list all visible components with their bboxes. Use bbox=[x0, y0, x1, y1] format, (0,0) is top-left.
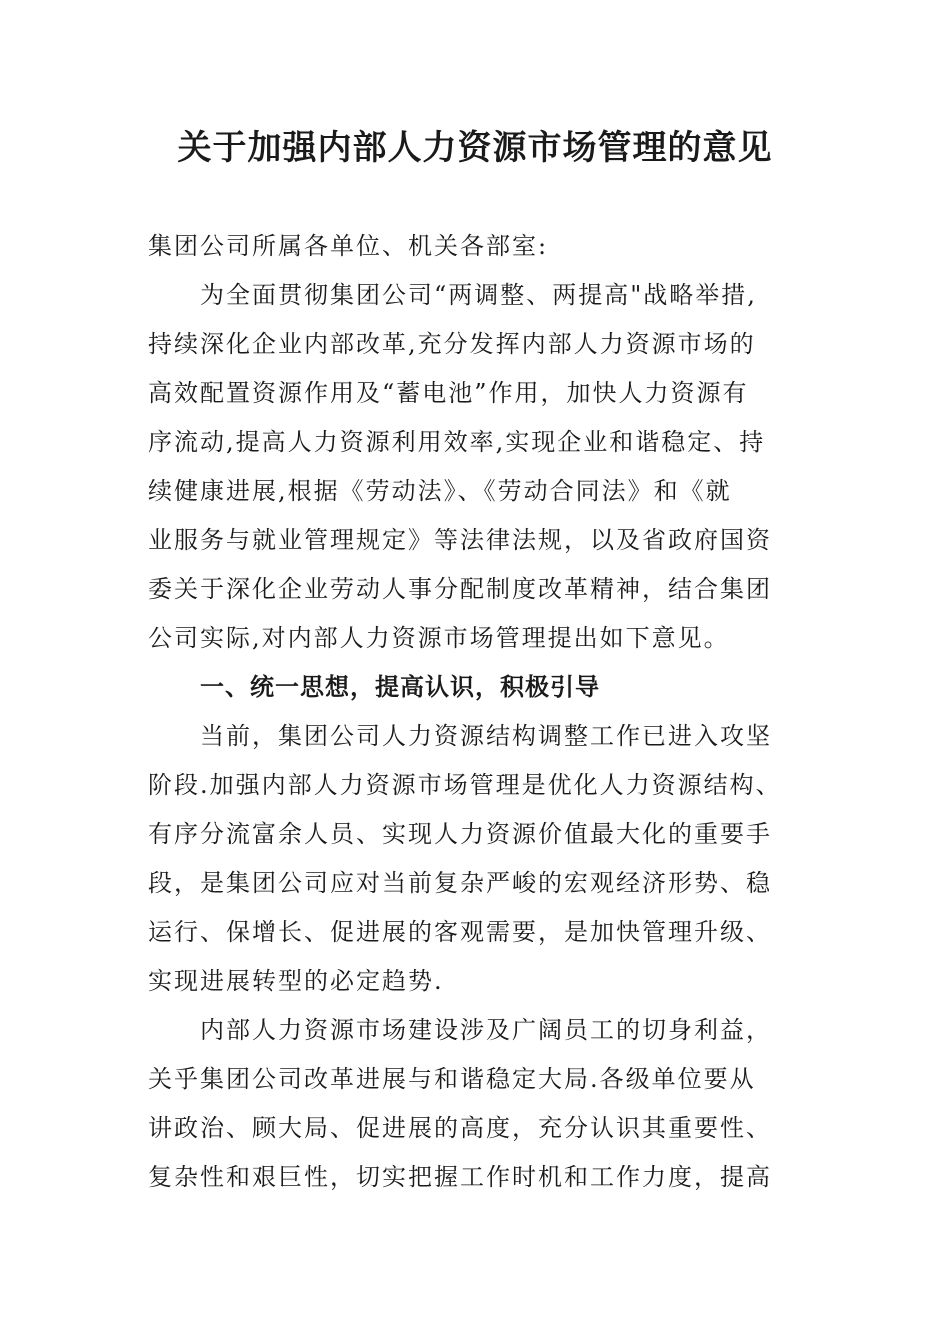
salutation: 集团公司所属各单位、机关各部室: bbox=[148, 232, 549, 260]
paragraph-line: 委关于深化企业劳动人事分配制度改革精神，结合集团 bbox=[148, 575, 772, 603]
paragraph-line: 公司实际,对内部人力资源市场管理提出如下意见。 bbox=[148, 624, 730, 652]
paragraph-line: 阶段.加强内部人力资源市场管理是优化人力资源结构、 bbox=[148, 771, 782, 799]
paragraph-line: 内部人力资源市场建设涉及广阔员工的切身利益， bbox=[200, 1016, 772, 1044]
paragraph-line: 有序分流富余人员、实现人力资源价值最大化的重要手 bbox=[148, 820, 772, 848]
paragraph-2 bbox=[148, 712, 818, 1006]
paragraph-line: 运行、保增长、促进展的客观需要，是加快管理升级、 bbox=[148, 918, 772, 946]
paragraph-line: 讲政治、顾大局、促进展的高度，充分认识其重要性、 bbox=[148, 1114, 772, 1142]
paragraph-line: 业服务与就业管理规定》等法律法规，以及省政府国资 bbox=[148, 526, 772, 554]
document-title: 关于加强内部人力资源市场管理的意见 bbox=[177, 128, 773, 168]
paragraph-line: 当前，集团公司人力资源结构调整工作已进入攻坚 bbox=[200, 722, 772, 750]
paragraph-line: 持续深化企业内部改革,充分发挥内部人力资源市场的 bbox=[148, 330, 756, 358]
paragraph-line: 序流动,提高人力资源利用效率,实现企业和谐稳定、持 bbox=[148, 428, 766, 456]
paragraph-line: 高效配置资源作用及“蓄电池”作用，加快人力资源有 bbox=[148, 379, 749, 407]
paragraph-line: 段，是集团公司应对当前复杂严峻的宏观经济形势、稳 bbox=[148, 869, 772, 897]
paragraph-line: 为全面贯彻集团公司“两调整、两提高"战略举措, bbox=[200, 281, 757, 309]
section-1-heading: 一、统一思想，提高认识，积极引导 bbox=[200, 673, 600, 701]
paragraph-line: 续健康进展,根据《劳动法》、《劳动合同法》和《就 bbox=[148, 477, 732, 505]
paragraph-3 bbox=[148, 1006, 818, 1202]
paragraph-line: 复杂性和艰巨性，切实把握工作时机和工作力度，提高 bbox=[148, 1163, 772, 1191]
paragraph-line: 关乎集团公司改革进展与和谐稳定大局.各级单位要从 bbox=[148, 1065, 756, 1093]
document-body bbox=[148, 222, 818, 1202]
paragraph-line: 实现进展转型的必定趋势. bbox=[148, 967, 444, 995]
paragraph-1 bbox=[148, 271, 818, 663]
